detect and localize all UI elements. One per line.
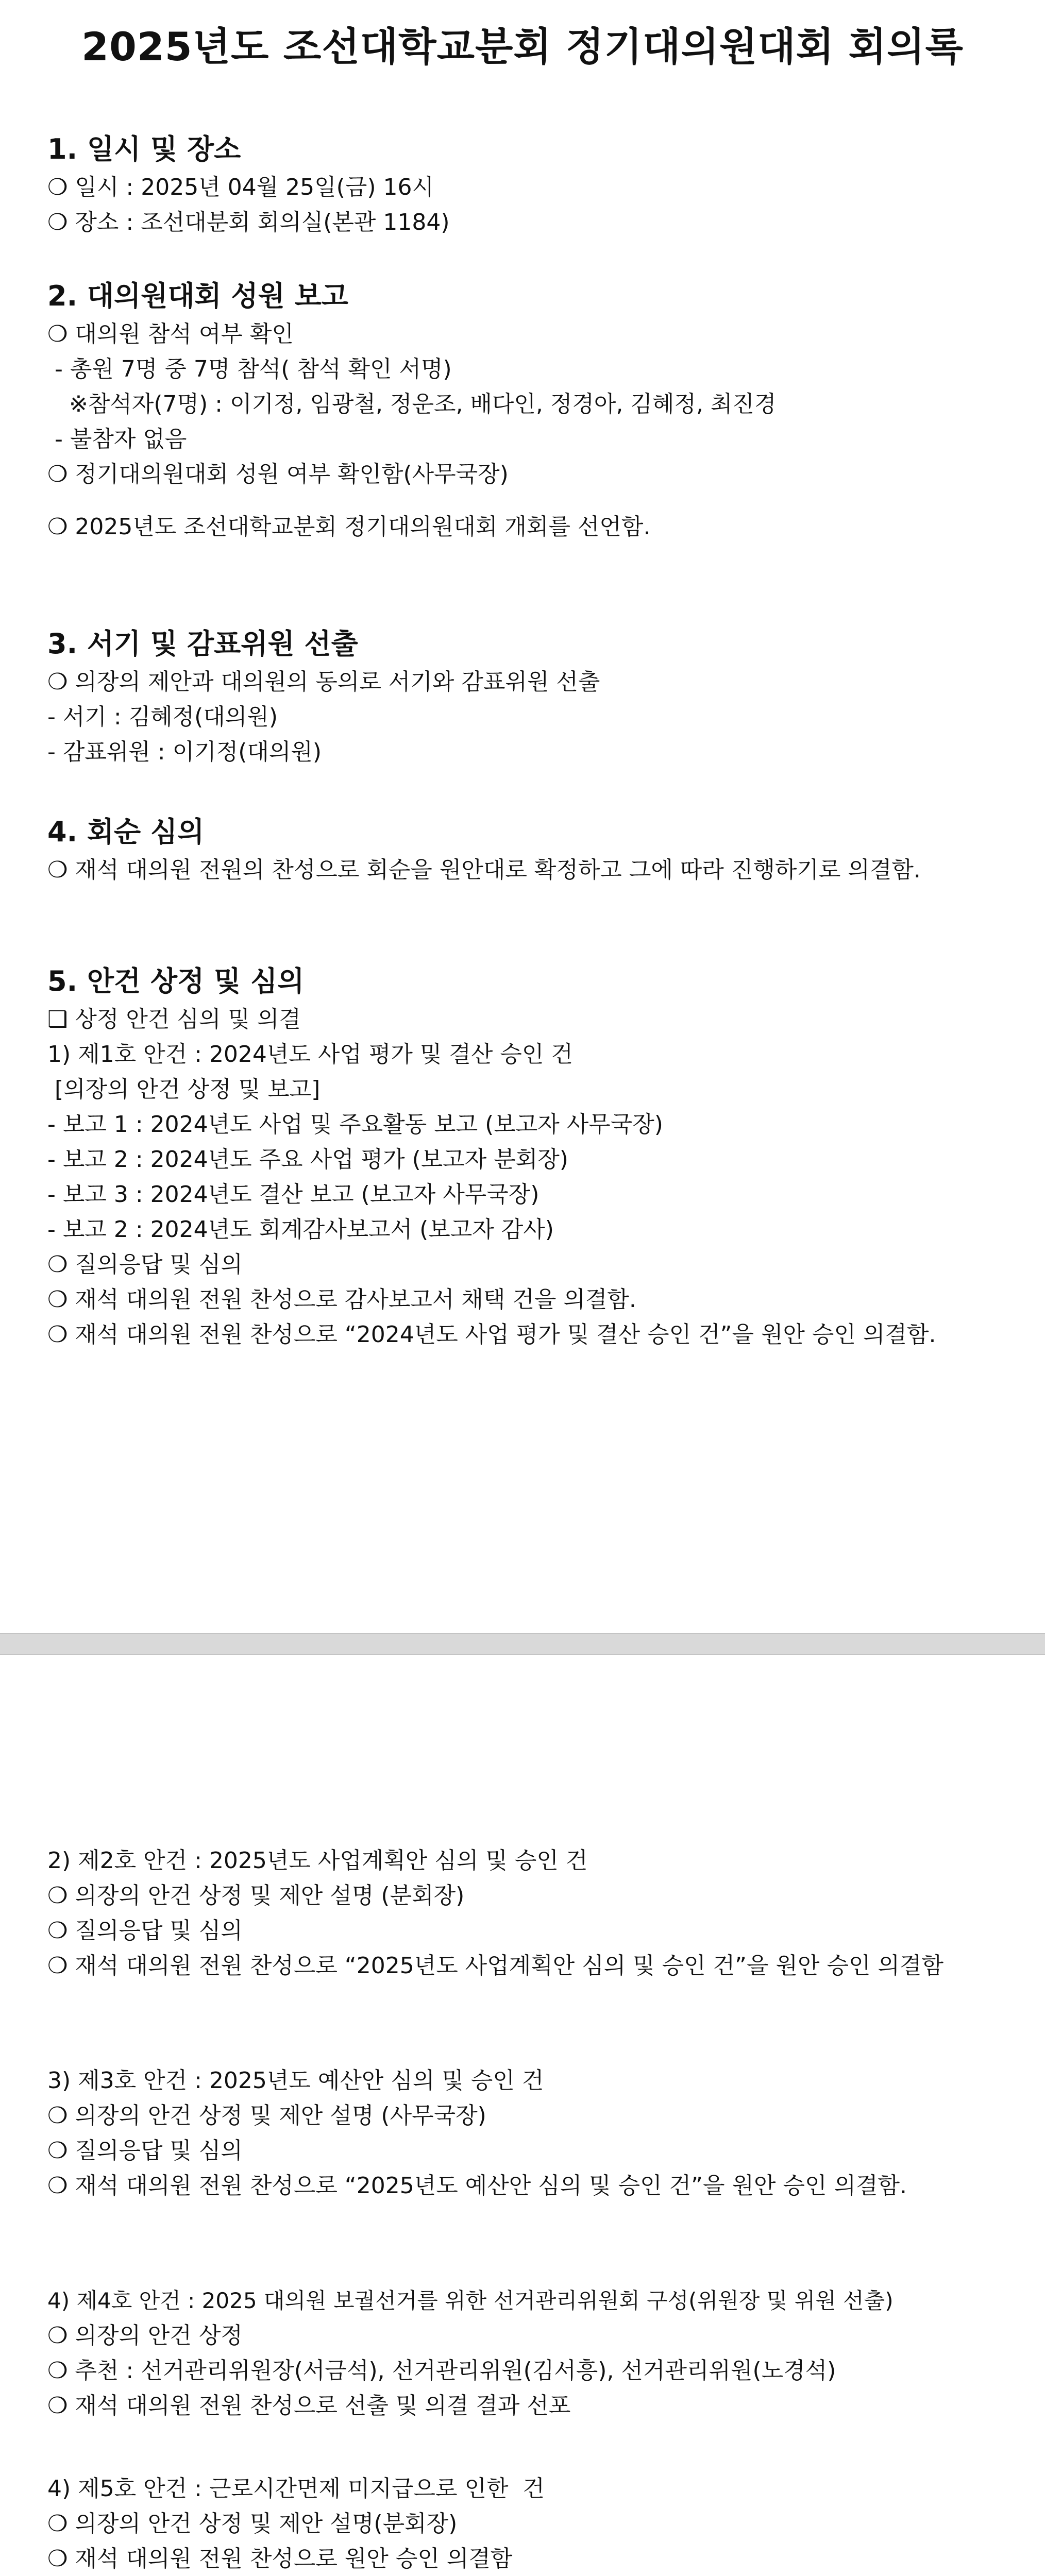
section-5-heading: 5. 안건 상정 및 심의 xyxy=(47,965,305,997)
list-item: ❍ 재석 대의원 전원 찬성으로 “2025년도 예산안 심의 및 승인 건”을 원안 승인 의결함. xyxy=(47,2173,907,2199)
list-item: ❍ 대의원 참석 여부 확인 xyxy=(47,321,294,347)
agenda-title: 2) 제2호 안건 : 2025년도 사업계획안 심의 및 승인 건 xyxy=(47,1848,588,1874)
section-3-heading: 3. 서기 및 감표위원 선출 xyxy=(47,628,358,660)
list-item: ❍ 재석 대의원 전원 찬성으로 선출 및 의결 결과 선포 xyxy=(47,2393,571,2419)
list-item: - 보고 2 : 2024년도 회계감사보고서 (보고자 감사) xyxy=(47,1216,554,1243)
list-item: ❍ 재석 대의원 전원 찬성으로 “2025년도 사업계획안 심의 및 승인 건”을 원안 승인 의결함 xyxy=(47,1953,943,1979)
section-2-heading: 2. 대의원대회 성원 보고 xyxy=(47,280,348,312)
list-item: ❍ 재석 대의원 전원 찬성으로 “2024년도 사업 평가 및 결산 승인 건”을 원안 승인 의결함. xyxy=(47,1321,936,1348)
agenda-title: 4) 제5호 안건 : 근로시간면제 미지급으로 인한 건 xyxy=(47,2476,545,2502)
agenda-4 xyxy=(47,2283,965,2424)
list-item: - 서기 : 김혜정(대의원) xyxy=(47,704,278,730)
list-item: ❍ 의장의 안건 상정 및 제안 설명 (사무국장) xyxy=(47,2103,486,2129)
list-item: ❑ 상정 안건 심의 및 의결 xyxy=(47,1006,301,1032)
section-4-heading: 4. 회순 심의 xyxy=(47,816,205,848)
list-item: ※참석자(7명) : 이기정, 임광철, 정운조, 배다인, 정경아, 김혜정, 최진경 xyxy=(47,391,777,417)
list-item: - 보고 3 : 2024년도 결산 보고 (보고자 사무국장) xyxy=(47,1181,540,1208)
list-item: ❍ 질의응답 및 심의 xyxy=(47,1251,243,1278)
list-item: ❍ 의장의 안건 상정 및 제안 설명(분회장) xyxy=(47,2511,458,2537)
list-item: 1) 제1호 안건 : 2024년도 사업 평가 및 결산 승인 건 xyxy=(47,1041,573,1067)
page-2 xyxy=(0,1655,1045,2576)
section-3 xyxy=(47,623,965,770)
section-4 xyxy=(47,811,965,888)
agenda-title: 4) 제4호 안건 : 2025 대의원 보궐선거를 위한 선거관리위원회 구성(위원장 및 위원 선출) xyxy=(47,2288,894,2313)
list-item: ❍ 의장의 안건 상정 xyxy=(47,2323,243,2349)
list-item: - 불참자 없음 xyxy=(47,426,187,452)
agenda-3 xyxy=(47,2063,965,2204)
list-item: - 총원 7명 중 7명 참석( 참석 확인 서명) xyxy=(47,356,452,382)
agenda-5 xyxy=(47,2471,965,2576)
list-item: ❍ 질의응답 및 심의 xyxy=(47,2138,243,2164)
page-separator xyxy=(0,1633,1045,1655)
section-5 xyxy=(47,961,965,1352)
list-item: ❍ 의장의 안건 상정 및 제안 설명 (분회장) xyxy=(47,1883,465,1909)
list-item: [의장의 안건 상정 및 보고] xyxy=(47,1076,321,1103)
list-item: ❍ 재석 대의원 전원 찬성으로 원안 승인 의결함 xyxy=(47,2546,513,2572)
list-item: ❍ 정기대의원대회 성원 여부 확인함(사무국장) xyxy=(47,461,509,487)
opening-declaration: ❍ 2025년도 조선대학교분회 정기대의원대회 개회를 선언함. xyxy=(47,514,651,540)
list-item: - 감표위원 : 이기정(대의원) xyxy=(47,739,322,765)
list-item: ❍ 추천 : 선거관리위원장(서금석), 선거관리위원(김서흥), 선거관리위원(노경석) xyxy=(47,2358,836,2384)
list-item: ❍ 질의응답 및 심의 xyxy=(47,1918,243,1944)
section-2 xyxy=(47,276,965,545)
agenda-2 xyxy=(47,1843,965,1984)
list-item: ❍ 재석 대의원 전원 찬성으로 감사보고서 채택 건을 의결함. xyxy=(47,1286,636,1313)
section-1-heading: 1. 일시 및 장소 xyxy=(47,133,241,165)
list-item: - 보고 1 : 2024년도 사업 및 주요활동 보고 (보고자 사무국장) xyxy=(47,1111,663,1138)
section-4-text: ❍ 재석 대의원 전원의 찬성으로 회순을 원안대로 확정하고 그에 따라 진행하기로 의결함. xyxy=(47,857,921,883)
document-title: 2025년도 조선대학교분회 정기대의원대회 회의록 xyxy=(81,24,964,70)
agenda-title: 3) 제3호 안건 : 2025년도 예산안 심의 및 승인 건 xyxy=(47,2067,544,2094)
datetime-line: ❍ 일시 : 2025년 04월 25일(금) 16시 xyxy=(47,174,434,200)
section-1 xyxy=(47,129,965,240)
list-item: ❍ 의장의 제안과 대의원의 동의로 서기와 감표위원 선출 xyxy=(47,669,600,695)
list-item: - 보고 2 : 2024년도 주요 사업 평가 (보고자 분회장) xyxy=(47,1146,568,1173)
place-line: ❍ 장소 : 조선대분회 회의실(본관 1184) xyxy=(47,209,450,235)
